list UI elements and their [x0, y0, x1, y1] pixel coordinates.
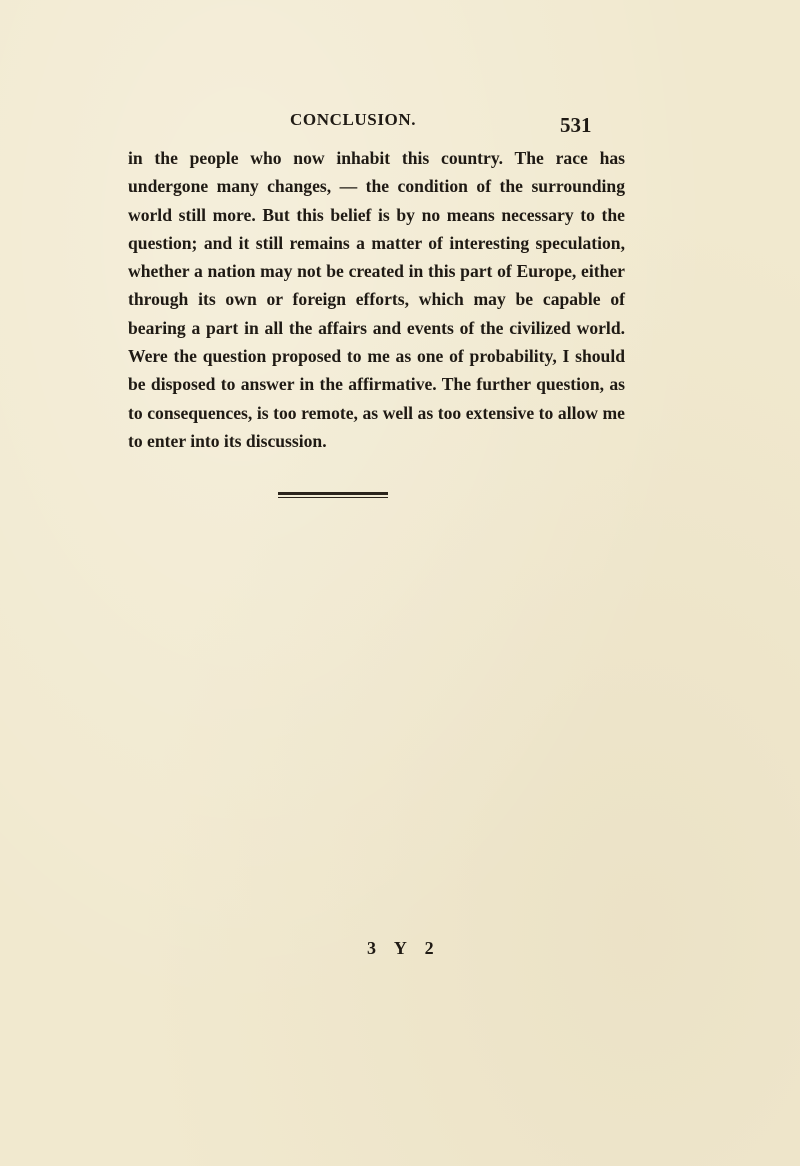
page-number: 531 — [560, 113, 592, 137]
rule-thick-line — [278, 492, 388, 495]
rule-thin-line — [278, 497, 388, 498]
section-end-rule — [278, 492, 388, 500]
body-paragraph: in the people who now inhabit this country. The race has undergone many changes, — the condition of the surrounding world still more. But this belief is by no means necessary to the question; and it still remains a matter of interesting speculation, whether a nation may not be created in this part of Europe, either through its own or foreign efforts, which may be capable of bearing a part in all the affairs and events of the civilized world. Were the question proposed to me as one of probability, I should be disposed to answer in the affirmative. The further question, as to consequences, is too remote, as well as too extensive to allow me to enter into its discussion. — [128, 148, 625, 451]
running-title: CONCLUSION. — [290, 110, 417, 129]
signature-mark: 3 Y 2 — [367, 938, 441, 958]
running-head — [0, 110, 800, 137]
